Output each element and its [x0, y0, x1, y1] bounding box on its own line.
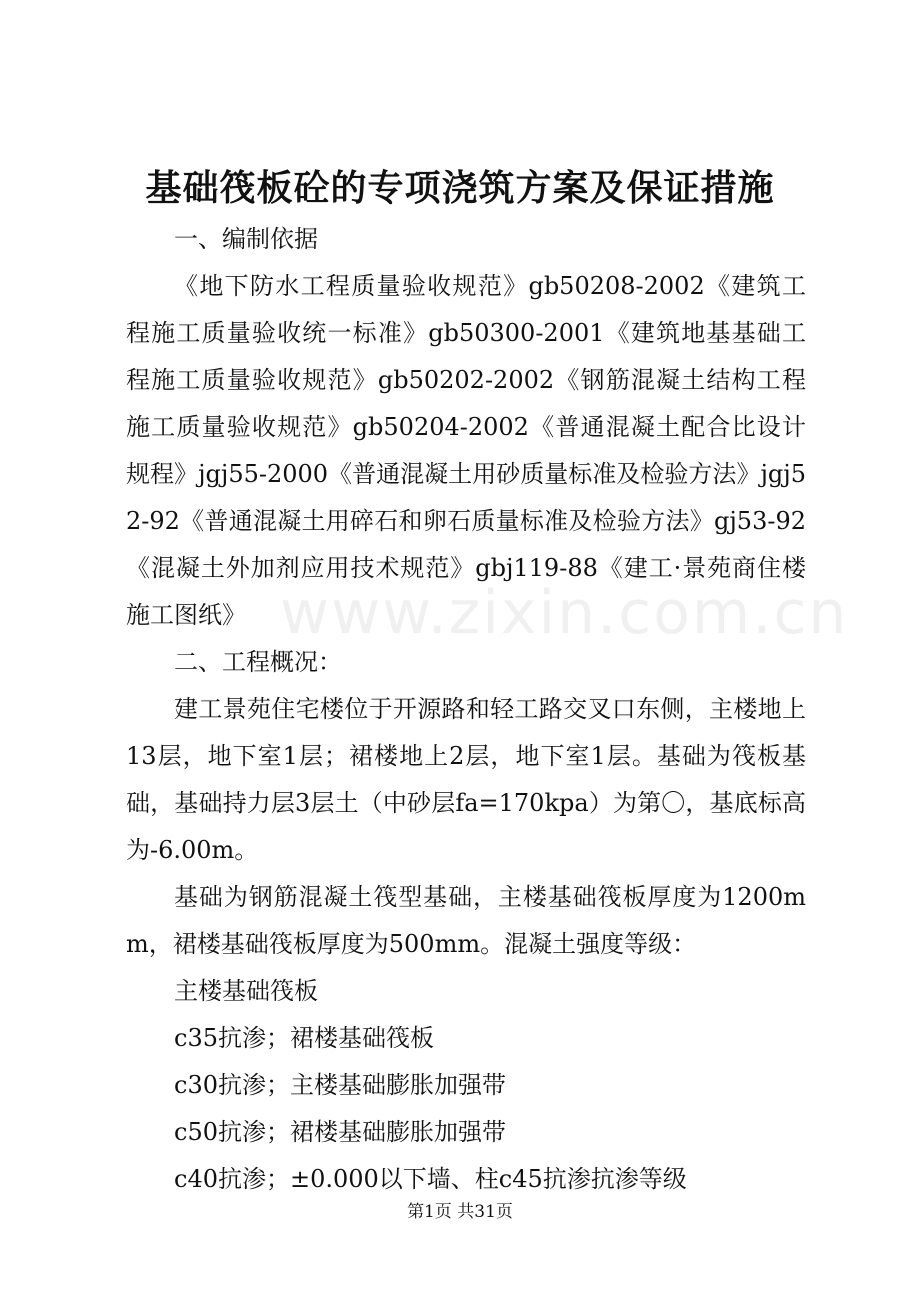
- paragraph-c50: c50抗渗；裙楼基础膨胀加强带: [174, 1118, 506, 1146]
- document-title: 基础筏板砼的专项浇筑方案及保证措施: [145, 167, 775, 209]
- paragraph-standards-list: 《地下防水工程质量验收规范》gb50208-2002《建筑工程施工质量验收统一标准》gb50300-2001《建筑地基基础工程施工质量验收规范》gb50202-2002《钢筋混凝土结构工程施工质量验收规范》gb50204-2002《普通混凝土配合比设计规程》jgj55-2000《普通混凝土用砂质量标准及检验方法》jgj52-92《普通混凝土用碎石和卵石质量标准及检验方法》gj53-92《混凝土外加剂应用技术规范》gbj119-88《建工·景苑商住楼施工图纸》: [126, 272, 806, 629]
- paragraph-c35: c35抗渗；裙楼基础筏板: [174, 1024, 434, 1052]
- paragraph-c30: c30抗渗；主楼基础膨胀加强带: [174, 1071, 506, 1099]
- paragraph-project-location: 建工景苑住宅楼位于开源路和轻工路交叉口东侧，主楼地上13层，地下室1层；裙楼地上2层，地下室1层。基础为筏板基础，基础持力层3层土（中砂层fa=170kpa）为第〇，基底标高为-6.00m。: [126, 695, 806, 864]
- page-footer: 第1页 共31页: [407, 1202, 513, 1222]
- paragraph-foundation-thickness: 基础为钢筋混凝土筏型基础，主楼基础筏板厚度为1200mm，裙楼基础筏板厚度为500mm。混凝土强度等级：: [126, 883, 806, 958]
- document-body: [126, 216, 806, 1203]
- watermark-text: www.zixin.com.cn: [280, 578, 849, 648]
- section-heading-overview: 二、工程概况：: [174, 648, 342, 676]
- section-heading-basis: 一、编制依据: [174, 225, 318, 253]
- paragraph-c40: c40抗渗；±0.000以下墙、柱c45抗渗抗渗等级: [174, 1165, 687, 1193]
- paragraph-main-raft: 主楼基础筏板: [174, 977, 318, 1005]
